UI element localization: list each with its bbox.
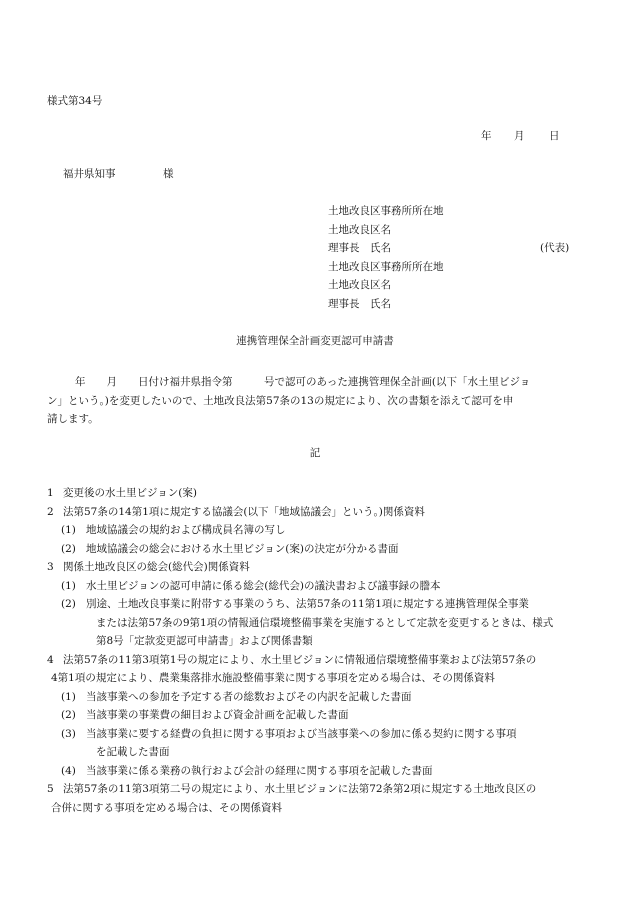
sender-chair-1 — [328, 242, 570, 261]
item-text: 法第57条の11第3項第二号の規定により、水土里ビジョンに法第72条第2項に規定する土地改良区の — [63, 783, 537, 795]
item-number: (4) — [61, 764, 76, 777]
sender-district-name-1: 土地改良区名 — [328, 223, 391, 236]
body-line-1: 年 月 日付け福井県指令第 号で認可のあった連携管理保全計画(以下「水土里ビジョ — [75, 376, 531, 388]
list-item — [47, 706, 587, 725]
item-text-continued: または法第57条の9第1項の情報通信環境整備事業を実施するとして定款を変更するときは、様式 — [96, 616, 554, 629]
item-number: 5 — [47, 783, 54, 795]
date-day: 日 — [549, 130, 560, 142]
item-number: 4 — [47, 653, 54, 666]
item-text-continued: 4第1項の規定により、農業集落排水施設整備事業に関する事項を定める場合は、その関係資料 — [51, 672, 495, 684]
form-number: 様式第34号 — [47, 95, 103, 107]
sender-chair-name-2: 理事長 氏名 — [328, 297, 391, 310]
item-text: 変更後の水土里ビジョン(案) — [63, 487, 197, 499]
item-number: (2) — [61, 598, 76, 610]
list-item — [47, 725, 587, 762]
item-number: 3 — [47, 561, 54, 573]
list-item — [47, 558, 587, 577]
sender-district-name-2: 土地改良区名 — [328, 279, 391, 291]
item-text: 当該事業への参加を予定する者の総数およびその内訳を記載した書面 — [86, 690, 412, 703]
item-text-continued: 合併に関する事項を定める場合は、その関係資料 — [51, 801, 282, 814]
list-item — [47, 762, 587, 781]
list-item — [47, 780, 587, 817]
list-item — [47, 484, 587, 503]
list-item — [47, 577, 587, 596]
item-text-continued: 第8号「定款変更認可申請書」および関係書類 — [96, 635, 313, 647]
list-item — [47, 688, 587, 707]
list-item — [47, 651, 587, 688]
item-number: 1 — [47, 487, 54, 499]
item-number: 2 — [47, 505, 54, 518]
date-year: 年 — [481, 130, 492, 142]
list-item — [47, 521, 587, 540]
item-text: 法第57条の14第1項に規定する協議会(以下「地域協議会」という。)関係資料 — [63, 505, 425, 518]
sender-chair-name-1: 理事長 氏名 — [328, 242, 391, 254]
item-text: 関係土地改良区の総会(総代会)関係資料 — [63, 561, 250, 573]
item-number: (3) — [61, 727, 76, 740]
sender-block — [328, 205, 570, 316]
item-number: (2) — [61, 542, 76, 555]
list-item — [47, 503, 587, 522]
body-line-3: 請します。 — [47, 413, 99, 425]
item-text: 地域協議会の総会における水土里ビジョン(案)の決定が分かる書面 — [86, 542, 399, 555]
item-text: 別途、土地改良事業に附帯する事業のうち、法第57条の11第1項に規定する連携管理保全事業 — [86, 598, 529, 610]
sender-office-address-2: 土地改良区事務所所在地 — [328, 260, 444, 273]
body-paragraph — [47, 373, 581, 429]
sender-office-address-1: 土地改良区事務所所在地 — [328, 205, 444, 217]
list-item — [47, 595, 587, 651]
addressee-name: 福井県知事 — [63, 168, 116, 180]
item-number: (1) — [61, 690, 76, 703]
item-text: 当該事業に要する経費の負担に関する事項および当該事業への参加に係る契約に関する事項 — [86, 727, 517, 740]
item-number: (1) — [61, 579, 76, 592]
representative-mark: (代表) — [540, 242, 570, 254]
item-text: 当該事業の事業費の細目および資金計画を記載した書面 — [86, 709, 349, 721]
attachment-list — [47, 484, 587, 817]
item-text: 法第57条の11第3項第1号の規定により、水土里ビジョンに情報通信環境整備事業および法第57条の — [63, 653, 537, 666]
item-text: 当該事業に係る業務の執行および会計の経理に関する事項を記載した書面 — [86, 764, 433, 777]
addressee — [63, 168, 174, 181]
item-number: (1) — [61, 524, 76, 536]
addressee-honorific: 様 — [163, 168, 174, 180]
item-text-continued: を記載した書面 — [96, 746, 170, 758]
ki-heading: 記 — [309, 447, 321, 459]
item-text: 地域協議会の規約および構成員名簿の写し — [86, 524, 286, 536]
body-line-2: ン」という。)を変更したいので、土地改良法第57条の13の規定により、次の書類を添えて認可を申 — [47, 394, 514, 407]
date-line — [481, 130, 560, 143]
list-item — [47, 540, 587, 559]
item-text: 水土里ビジョンの認可申請に係る総会(総代会)の議決書および議事録の謄本 — [86, 579, 441, 592]
date-month: 月 — [514, 130, 525, 142]
document-title: 連携管理保全計画変更認可申請書 — [236, 335, 394, 347]
item-number: (2) — [61, 709, 76, 721]
